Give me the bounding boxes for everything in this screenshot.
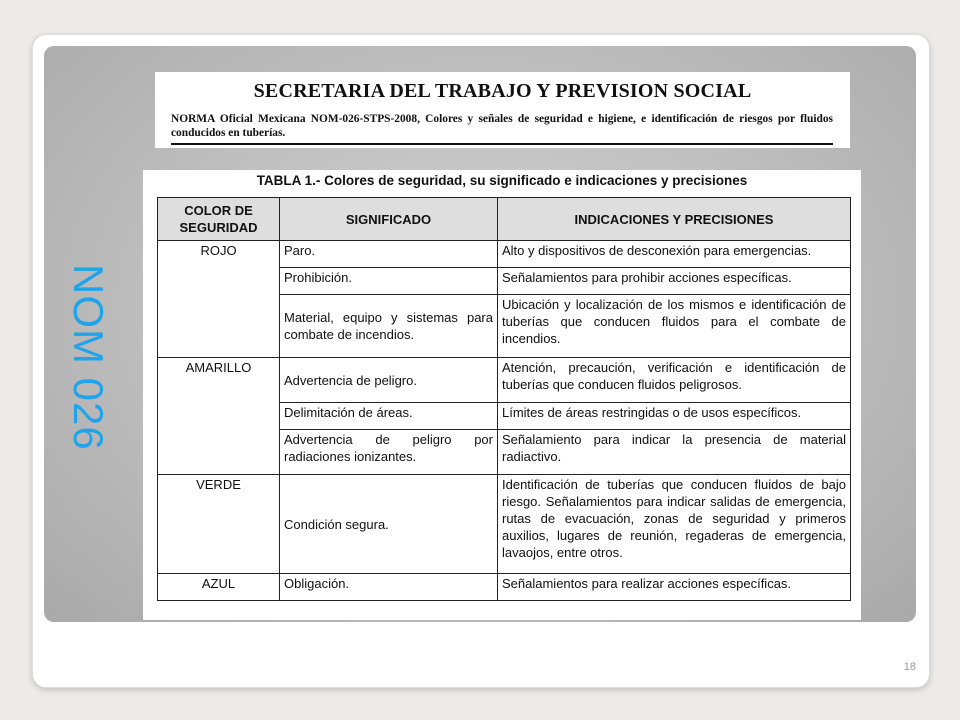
indicaciones-cell: Atención, precaución, verificación e identificación de tuberías que conducen fluidos peligrosos. xyxy=(498,358,851,403)
document-header xyxy=(155,72,850,148)
column-header-color: COLOR DE SEGURIDAD xyxy=(158,198,280,241)
indicaciones-cell: Señalamiento para indicar la presencia de material radiactivo. xyxy=(498,430,851,475)
color-cell-amarillo: AMARILLO xyxy=(158,358,280,475)
indicaciones-cell: Alto y dispositivos de desconexión para emergencias. xyxy=(498,241,851,268)
table-row xyxy=(158,358,851,403)
indicaciones-cell: Señalamientos para realizar acciones específicas. xyxy=(498,574,851,601)
significado-cell: Material, equipo y sistemas para combate de incendios. xyxy=(280,295,498,358)
significado-cell: Prohibición. xyxy=(280,268,498,295)
significado-cell: Condición segura. xyxy=(280,475,498,574)
table-row xyxy=(158,241,851,268)
page-number: 18 xyxy=(903,661,916,673)
header-divider xyxy=(171,143,833,145)
color-cell-rojo: ROJO xyxy=(158,241,280,358)
safety-colors-table xyxy=(157,197,851,601)
indicaciones-cell: Identificación de tuberías que conducen fluidos de bajo riesgo. Señalamientos para indicar salidas de emergencia, rutas de evacuación, zonas de seguridad y primeros auxilios, lugares de reunión, regaderas de emergencia, lavaojos, entre otros. xyxy=(498,475,851,574)
indicaciones-cell: Ubicación y localización de los mismos e identificación de tuberías que conducen fluidos para el combate de incendios. xyxy=(498,295,851,358)
table-row xyxy=(158,475,851,574)
significado-cell: Obligación. xyxy=(280,574,498,601)
header-subtitle: NORMA Oficial Mexicana NOM-026-STPS-2008, Colores y señales de seguridad e higiene, e identificación de riesgos por fluidos conducidos en tuberías. xyxy=(171,113,833,139)
table-row xyxy=(158,574,851,601)
header-title: SECRETARIA DEL TRABAJO Y PREVISION SOCIAL xyxy=(253,80,752,102)
significado-cell: Advertencia de peligro por radiaciones ionizantes. xyxy=(280,430,498,475)
color-cell-verde: VERDE xyxy=(158,475,280,574)
column-header-indicaciones: INDICACIONES Y PRECISIONES xyxy=(498,198,851,241)
table-header-row xyxy=(158,198,851,241)
table-title: TABLA 1.- Colores de seguridad, su significado e indicaciones y precisiones xyxy=(256,173,748,188)
column-header-significado: SIGNIFICADO xyxy=(280,198,498,241)
safety-colors-table-panel xyxy=(143,170,861,620)
significado-cell: Delimitación de áreas. xyxy=(280,403,498,430)
indicaciones-cell: Señalamientos para prohibir acciones específicas. xyxy=(498,268,851,295)
indicaciones-cell: Límites de áreas restringidas o de usos específicos. xyxy=(498,403,851,430)
significado-cell: Advertencia de peligro. xyxy=(280,358,498,403)
significado-cell: Paro. xyxy=(280,241,498,268)
vertical-slide-title: NOM 026 xyxy=(65,264,112,451)
color-cell-azul: AZUL xyxy=(158,574,280,601)
